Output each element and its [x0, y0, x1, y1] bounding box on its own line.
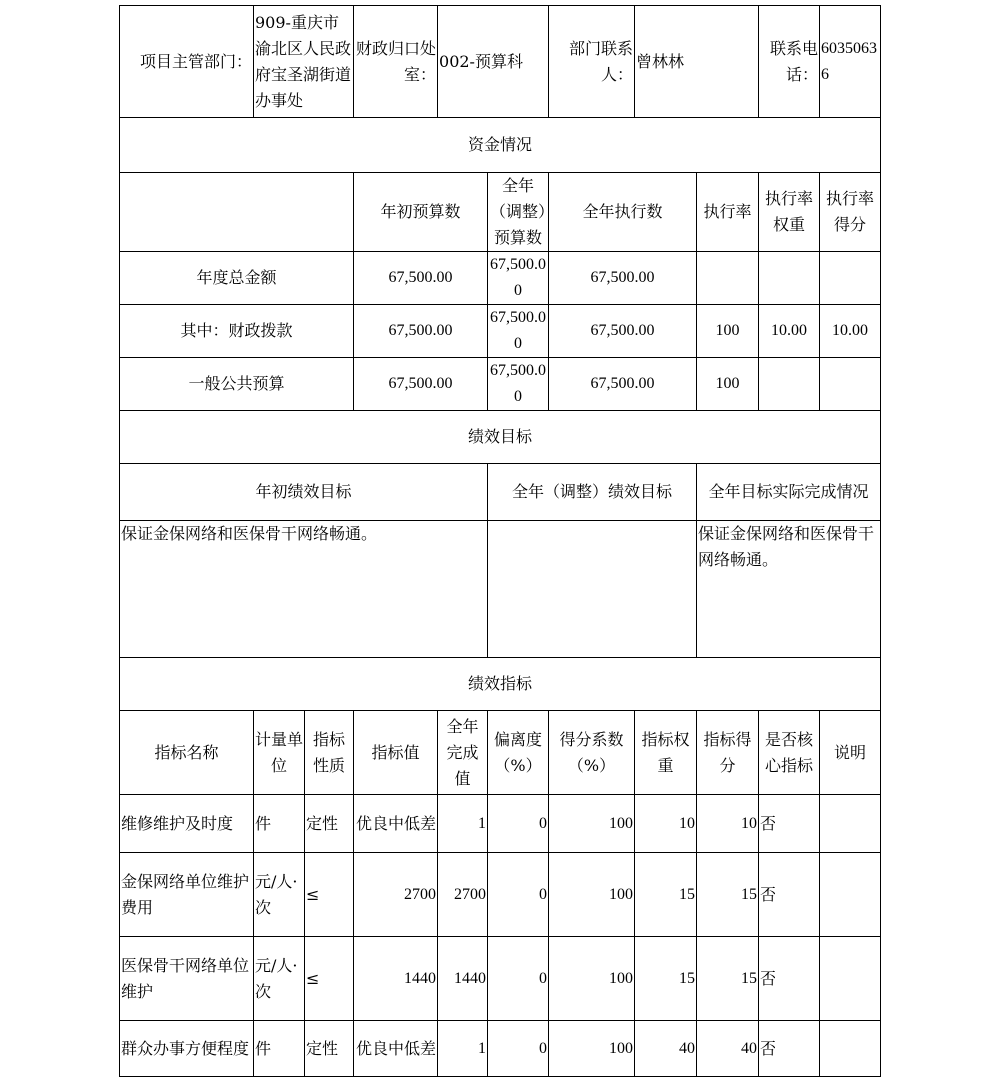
indicator-deviation: 0: [488, 1021, 549, 1077]
funds-section-title: 资金情况: [120, 118, 881, 173]
indicator-weight: 15: [635, 853, 697, 937]
indicator-name: 医保骨干网络单位维护: [120, 937, 254, 1021]
goals-col-initial: 年初绩效目标: [120, 464, 488, 521]
indicator-col-header: 指标得分: [697, 711, 759, 795]
funds-rate: 100: [697, 305, 759, 358]
indicator-core: 否: [759, 853, 820, 937]
funds-row-label: 年度总金额: [120, 252, 354, 305]
funds-score: [820, 252, 881, 305]
funds-col-header: 执行率权重: [759, 173, 820, 252]
indicator-col-header: 是否核心指标: [759, 711, 820, 795]
indicator-col-header: 计量单位: [254, 711, 305, 795]
funds-initial: 67,500.00: [354, 358, 488, 411]
indicator-col-header: 指标性质: [305, 711, 354, 795]
indicator-nature: 定性: [305, 1021, 354, 1077]
indicator-row: [120, 853, 881, 937]
indicator-target: 2700: [354, 853, 438, 937]
indicator-nature: ≤: [305, 937, 354, 1021]
funds-col-header: 全年执行数: [549, 173, 697, 252]
goals-header-row: [120, 464, 881, 521]
indicator-col-header: 指标权重: [635, 711, 697, 795]
phone-value: 60350636: [820, 6, 881, 118]
funds-score: 10.00: [820, 305, 881, 358]
office-value: 002-预算科: [438, 6, 549, 118]
performance-table: [119, 5, 881, 1077]
indicator-core: 否: [759, 937, 820, 1021]
funds-col-header: 全年（调整）预算数: [488, 173, 549, 252]
indicator-target: 优良中低差: [354, 1021, 438, 1077]
indicator-coef: 100: [549, 795, 635, 853]
indicator-row: [120, 795, 881, 853]
indicator-weight: 10: [635, 795, 697, 853]
indicator-unit: 件: [254, 795, 305, 853]
indicator-col-header: 得分系数（%）: [549, 711, 635, 795]
indicator-note: [820, 795, 881, 853]
funds-col-header: 年初预算数: [354, 173, 488, 252]
goals-section-title: 绩效目标: [120, 411, 881, 464]
indicator-target: 优良中低差: [354, 795, 438, 853]
indicator-unit: 元/人·次: [254, 853, 305, 937]
indicator-deviation: 0: [488, 853, 549, 937]
funds-adjusted: 67,500.00: [488, 305, 549, 358]
indicator-coef: 100: [549, 853, 635, 937]
funds-weight: 10.00: [759, 305, 820, 358]
indicator-actual: 1: [438, 1021, 488, 1077]
indicator-coef: 100: [549, 937, 635, 1021]
indicator-target: 1440: [354, 937, 438, 1021]
indicator-deviation: 0: [488, 795, 549, 853]
funds-header-row: [120, 173, 881, 252]
indicators-section-title: 绩效指标: [120, 658, 881, 711]
indicator-unit: 件: [254, 1021, 305, 1077]
goals-initial-text: 保证金保网络和医保骨干网络畅通。: [120, 521, 488, 658]
indicator-col-header: 全年完成值: [438, 711, 488, 795]
indicator-row: [120, 937, 881, 1021]
indicator-actual: 2700: [438, 853, 488, 937]
goals-adjusted-text: [488, 521, 697, 658]
funds-adjusted: 67,500.00: [488, 252, 549, 305]
indicator-note: [820, 937, 881, 1021]
funds-score: [820, 358, 881, 411]
indicator-note: [820, 1021, 881, 1077]
goals-actual-text: 保证金保网络和医保骨干网络畅通。: [697, 521, 881, 658]
goals-col-adjusted: 全年（调整）绩效目标: [488, 464, 697, 521]
indicators-header-row: [120, 711, 881, 795]
indicator-core: 否: [759, 795, 820, 853]
funds-executed: 67,500.00: [549, 358, 697, 411]
indicator-unit: 元/人·次: [254, 937, 305, 1021]
indicator-score: 40: [697, 1021, 759, 1077]
indicator-name: 群众办事方便程度: [120, 1021, 254, 1077]
indicator-actual: 1440: [438, 937, 488, 1021]
indicator-core: 否: [759, 1021, 820, 1077]
indicator-weight: 40: [635, 1021, 697, 1077]
phone-label: 联系电话：: [759, 6, 820, 118]
indicator-deviation: 0: [488, 937, 549, 1021]
goals-row: [120, 521, 881, 658]
dept-label: 项目主管部门：: [120, 6, 254, 118]
funds-row: [120, 305, 881, 358]
funds-row-label: 一般公共预算: [120, 358, 354, 411]
indicator-weight: 15: [635, 937, 697, 1021]
funds-row: [120, 358, 881, 411]
header-row: [120, 6, 881, 118]
office-label: 财政归口处室：: [354, 6, 438, 118]
goals-col-actual: 全年目标实际完成情况: [697, 464, 881, 521]
indicator-nature: 定性: [305, 795, 354, 853]
indicator-col-header: 说明: [820, 711, 881, 795]
contact-value: 曾林林: [635, 6, 759, 118]
funds-rate: 100: [697, 358, 759, 411]
funds-weight: [759, 358, 820, 411]
indicator-score: 15: [697, 853, 759, 937]
funds-initial: 67,500.00: [354, 305, 488, 358]
indicator-col-header: 指标名称: [120, 711, 254, 795]
indicator-score: 10: [697, 795, 759, 853]
funds-executed: 67,500.00: [549, 305, 697, 358]
funds-row-label: 其中：财政拨款: [120, 305, 354, 358]
indicator-nature: ≤: [305, 853, 354, 937]
dept-value: 909-重庆市渝北区人民政府宝圣湖街道办事处: [254, 6, 354, 118]
funds-rate: [697, 252, 759, 305]
indicator-score: 15: [697, 937, 759, 1021]
funds-header-blank: [120, 173, 354, 252]
funds-row: [120, 252, 881, 305]
funds-executed: 67,500.00: [549, 252, 697, 305]
indicator-actual: 1: [438, 795, 488, 853]
funds-initial: 67,500.00: [354, 252, 488, 305]
indicator-name: 维修维护及时度: [120, 795, 254, 853]
funds-adjusted: 67,500.00: [488, 358, 549, 411]
indicator-row: [120, 1021, 881, 1077]
indicator-name: 金保网络单位维护费用: [120, 853, 254, 937]
indicator-note: [820, 853, 881, 937]
funds-weight: [759, 252, 820, 305]
funds-col-header: 执行率得分: [820, 173, 881, 252]
indicator-col-header: 指标值: [354, 711, 438, 795]
indicator-col-header: 偏离度（%）: [488, 711, 549, 795]
funds-col-header: 执行率: [697, 173, 759, 252]
contact-label: 部门联系人：: [549, 6, 635, 118]
indicator-coef: 100: [549, 1021, 635, 1077]
